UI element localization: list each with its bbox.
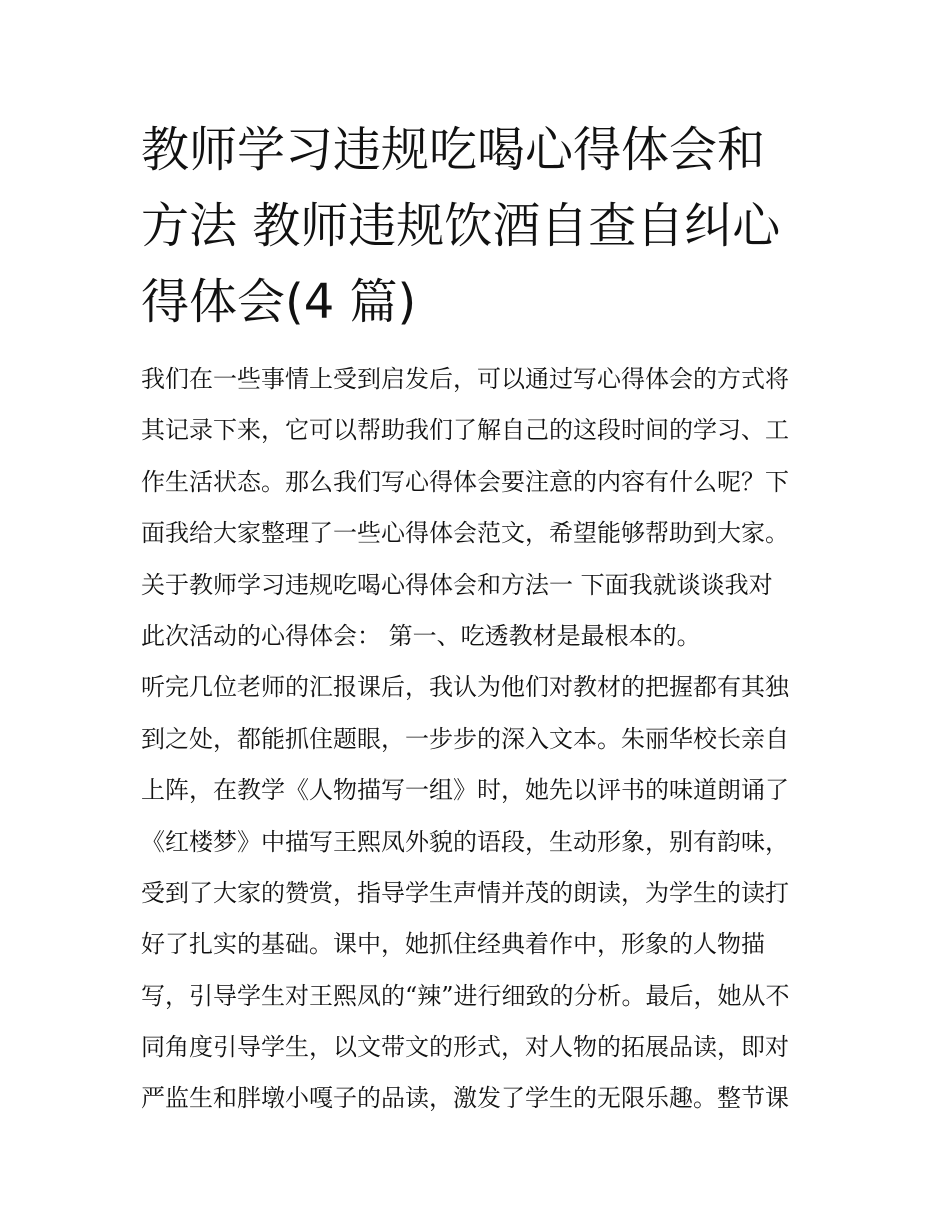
body-line: 写，引导学生对王熙凤的“辣”进行细致的分析。最后，她从不 [141, 981, 790, 1010]
body-line: 我们在一些事情上受到启发后，可以通过写心得体会的方式将 [141, 365, 789, 393]
body-line: 面我给大家整理了一些心得体会范文，希望能够帮助到大家。 [141, 519, 789, 548]
title-line: 教师学习违规吃喝心得体会和 [141, 122, 766, 178]
body-line: 《红楼梦》中描写王熙凤外貌的语段，生动形象，别有韵味， [141, 827, 789, 856]
body-line: 同角度引导学生，以文带文的形式，对人物的拓展品读，即对 [141, 1033, 789, 1062]
document-title [141, 112, 821, 340]
body-line: 到之处，都能抓住题眼，一步步的深入文本。朱丽华校长亲自 [141, 724, 789, 753]
body-line: 严监生和胖墩小嘎子的品读，激发了学生的无限乐趣。整节课 [141, 1084, 789, 1113]
body-line: 受到了大家的赞赏，指导学生声情并茂的朗读，为学生的读打 [141, 878, 789, 907]
title-line: 方法 教师违规饮酒自查自纠心 [141, 198, 781, 254]
body-line: 其记录下来，它可以帮助我们了解自己的这段时间的学习、工 [141, 416, 789, 445]
document-body [141, 354, 831, 1125]
body-line: 作生活状态。那么我们写心得体会要注意的内容有什么呢？下 [141, 467, 789, 496]
body-line: 关于教师学习违规吃喝心得体会和方法一 下面我就谈谈我对 [141, 570, 773, 599]
body-line: 听完几位老师的汇报课后，我认为他们对教材的把握都有其独 [141, 673, 789, 702]
body-line: 此次活动的心得体会： 第一、吃透教材是最根本的。 [141, 621, 701, 650]
body-line: 上阵，在教学《人物描写一组》时，她先以评书的味道朗诵了 [141, 776, 789, 805]
title-line: 得体会(4 篇) [141, 274, 417, 330]
body-line: 好了扎实的基础。课中，她抓住经典着作中，形象的人物描 [141, 930, 765, 959]
